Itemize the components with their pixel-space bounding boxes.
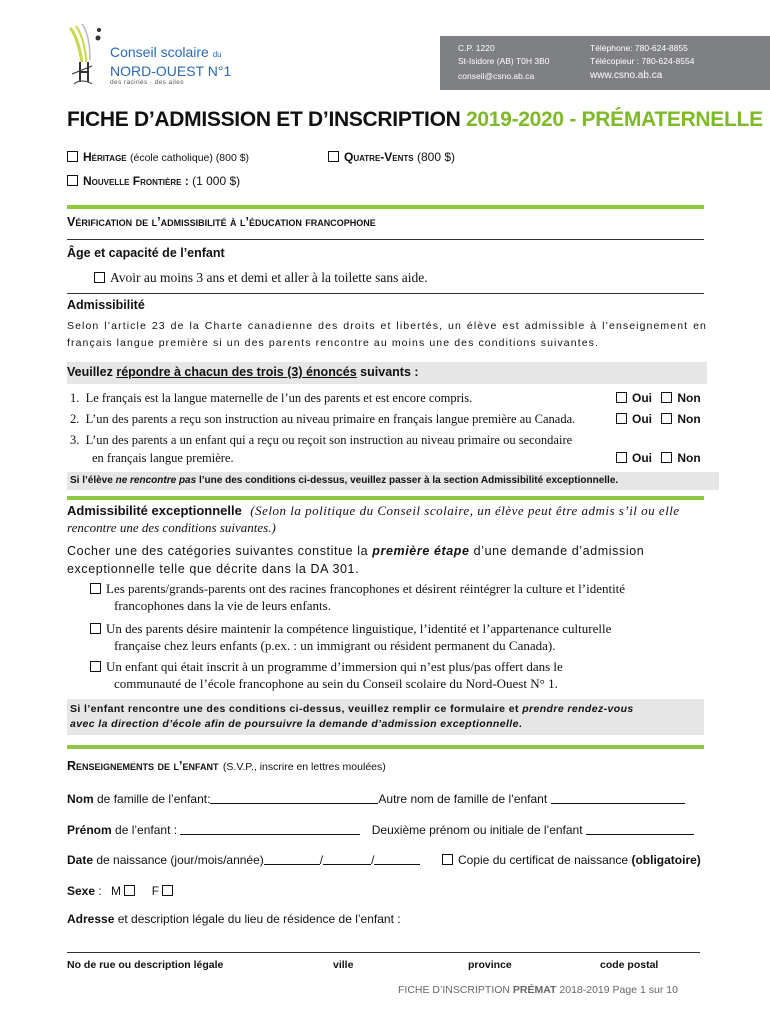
birth-cert-option[interactable]	[442, 853, 701, 867]
answer-2[interactable]	[616, 412, 701, 426]
org-tagline: des racines · des ailes	[110, 79, 184, 86]
address-row	[67, 912, 401, 926]
org-name-suffix: du	[212, 50, 222, 59]
footer-emph: PRÉMAT	[512, 984, 557, 996]
exceptional-note-cont: rencontre une des conditions suivantes.)	[67, 520, 276, 535]
oui-label: Oui	[632, 391, 652, 405]
surname-label-bold: Nom	[67, 792, 94, 806]
title-year: 2019-2020	[466, 108, 564, 131]
footer-suffix: 2018-2019 Page 1 sur 10	[556, 984, 678, 996]
question-text: L’un des parents a un enfant qui a reçu ou reçoit son instruction au niveau primaire ou secondaire	[85, 433, 573, 447]
school-name: Nouvelle Frontière :	[83, 174, 189, 188]
dob-day-field[interactable]	[264, 853, 320, 865]
phone: Téléphone: 780-624-8855	[590, 43, 688, 53]
fax: Télécopieur : 780-624-8554	[590, 56, 695, 66]
notice-prefix: Si l’élève	[70, 475, 116, 486]
checkbox[interactable]	[90, 623, 101, 634]
contact-bar	[440, 36, 770, 90]
divider	[67, 239, 704, 240]
non-label: Non	[677, 391, 701, 405]
divider	[67, 745, 704, 749]
postal-box: C.P. 1220	[458, 43, 495, 53]
question-num: 2.	[70, 412, 80, 426]
exceptional-option-3[interactable]	[90, 658, 652, 692]
footer-prefix: FICHE D’INSCRIPTION	[398, 984, 513, 996]
answer-1[interactable]	[616, 391, 701, 405]
org-name-line2: NORD-OUEST N°1	[110, 63, 232, 79]
notice-emph: prendre rendez-vous	[522, 703, 634, 715]
question-num: 3.	[70, 433, 80, 447]
address-label-bold: Adresse	[67, 912, 115, 926]
question-text: Le français est la langue maternelle de l’un des parents et est encore compris.	[85, 391, 473, 405]
firstname-label: de l’enfant :	[111, 823, 178, 837]
title-level: - PRÉMATERNELLE	[569, 108, 763, 131]
option-text: Un des parents désire maintenir la compétence linguistique, l’identité et l’appartenance culturelle	[106, 621, 612, 636]
school-detail: (1 000 $)	[192, 174, 241, 188]
oui-checkbox[interactable]	[616, 413, 627, 424]
divider	[67, 496, 704, 500]
option-text-cont: francophones dans la vie de leurs enfants.	[114, 598, 331, 613]
school-quatre-vents[interactable]	[328, 150, 455, 164]
surname-row	[67, 792, 685, 806]
dob-label-bold: Date	[67, 853, 94, 867]
option-text: Un enfant qui était inscrit à un programme d’immersion qui n’est plus/pas offert dans le	[106, 659, 563, 674]
exceptional-option-2[interactable]	[90, 620, 652, 654]
question-3	[70, 431, 630, 467]
notice-prefix: Si l’enfant rencontre une des conditions ci-dessus, veuillez remplir ce formulaire et	[70, 703, 523, 715]
oui-checkbox[interactable]	[616, 452, 627, 463]
surname-label: de famille de l’enfant:	[93, 792, 211, 806]
dob-month-field[interactable]	[323, 853, 371, 865]
checkbox[interactable]	[90, 583, 101, 594]
question-2	[70, 410, 630, 428]
firstname-field[interactable]	[180, 823, 360, 835]
non-checkbox[interactable]	[661, 413, 672, 424]
dob-separator: /	[319, 853, 324, 867]
verification-heading: Vérification de l’admissibilité à l’éducation francophone	[67, 215, 376, 229]
exceptional-heading: Admissibilité exceptionnelle	[67, 503, 242, 518]
non-label: Non	[677, 451, 701, 465]
school-name: Héritage	[83, 150, 127, 164]
notice-emph-cont: avec la direction d’école afin de poursuivre la demande d’admission exceptionnelle	[70, 718, 519, 730]
sex-colon: :	[95, 884, 102, 898]
divider	[67, 293, 704, 294]
question-text-cont: en français langue première.	[92, 451, 234, 465]
notice-italic: ne rencontre pas	[115, 475, 197, 486]
female-checkbox[interactable]	[162, 885, 173, 896]
non-checkbox[interactable]	[661, 452, 672, 463]
second-name-label: Deuxième prénom ou initiale de l’enfant	[371, 823, 583, 837]
non-checkbox[interactable]	[661, 392, 672, 403]
other-surname-label: Autre nom de famille de l’enfant	[378, 792, 548, 806]
answer-3[interactable]	[616, 451, 701, 465]
oui-checkbox[interactable]	[616, 392, 627, 403]
divider	[67, 205, 704, 209]
question-1	[70, 389, 615, 407]
exceptional-option-1[interactable]	[90, 580, 652, 614]
school-nouvelle-frontiere[interactable]	[67, 174, 240, 188]
dob-year-field[interactable]	[374, 853, 420, 865]
second-name-field[interactable]	[586, 823, 694, 835]
address-col-city: ville	[333, 959, 354, 971]
intro-line2: exceptionnelle telle que décrite dans la DA 301.	[67, 562, 360, 576]
address-col-province: province	[468, 959, 512, 971]
child-info-heading-block	[67, 757, 386, 775]
male-label: M	[111, 884, 122, 898]
sex-label: Sexe	[67, 884, 96, 898]
age-heading: Âge et capacité de l’enfant	[67, 246, 225, 260]
notice-suffix: .	[518, 718, 523, 730]
checkbox[interactable]	[328, 151, 339, 162]
instruction-prefix: Veuillez	[67, 365, 117, 379]
admissibility-heading: Admissibilité	[67, 298, 145, 312]
checkbox[interactable]	[90, 661, 101, 672]
age-condition[interactable]	[94, 270, 428, 286]
non-label: Non	[677, 412, 701, 426]
exceptional-note: (Selon la politique du Conseil scolaire, un élève peut être admis s’il ou elle	[250, 503, 680, 518]
intro-emph: première étape	[372, 544, 470, 558]
school-name: Quatre-Vents	[344, 150, 414, 164]
sex-row	[67, 884, 178, 898]
male-checkbox[interactable]	[124, 885, 135, 896]
address: St-Isidore (AB) T0H 3B0	[458, 56, 550, 66]
dob-label: de naissance (jour/mois/année)	[93, 853, 264, 867]
option-text-cont: française chez leurs enfants (p.ex. : un immigrant ou résident permanent du Canada).	[114, 638, 556, 653]
intro-suffix: d’une demande d’admission	[469, 544, 645, 558]
age-item: Avoir au moins 3 ans et demi et aller à la toilette sans aide.	[110, 270, 428, 285]
notice-suffix: l’une des conditions ci-dessus, veuillez passer à la section Admissibilité exceptionnelle.	[196, 475, 619, 486]
dob-separator: /	[371, 853, 375, 867]
exceptional-heading-block	[67, 502, 707, 536]
child-info-heading: Renseignements de l’enfant	[67, 759, 219, 773]
birth-cert-required: (obligatoire)	[631, 853, 701, 867]
oui-label: Oui	[632, 451, 652, 465]
exceptional-notice	[70, 702, 634, 732]
checkbox[interactable]	[67, 151, 78, 162]
school-heritage[interactable]	[67, 150, 249, 164]
address-field[interactable]	[67, 952, 700, 953]
checkbox[interactable]	[94, 272, 105, 283]
page-footer	[398, 984, 678, 996]
oui-label: Oui	[632, 412, 652, 426]
checkbox[interactable]	[442, 854, 453, 865]
exceptional-intro	[67, 542, 644, 578]
address-label: et description légale du lieu de résidence de l’enfant :	[114, 912, 401, 926]
org-name	[110, 44, 260, 86]
school-detail: (école catholique) (800 $)	[129, 152, 250, 164]
birth-cert-label: Copie du certificat de naissance	[458, 853, 629, 867]
instruction-underlined: répondre à chacun des trois (3) énoncés	[116, 365, 357, 379]
other-surname-field[interactable]	[551, 792, 685, 804]
question-text: L’un des parents a reçu son instruction au niveau primaire en français langue première au Canada.	[85, 412, 576, 426]
address-col-postal: code postal	[600, 959, 659, 971]
page-title	[67, 108, 763, 132]
exception-notice	[70, 475, 618, 486]
instruction	[67, 365, 419, 379]
question-num: 1.	[70, 391, 80, 405]
website-link[interactable]: www.csno.ab.ca	[590, 70, 663, 81]
surname-field[interactable]	[210, 792, 378, 804]
option-text: Les parents/grands-parents ont des racines francophones et désirent réintégrer la culture et l’identité	[106, 581, 626, 596]
female-label: F	[151, 884, 160, 898]
checkbox[interactable]	[67, 175, 78, 186]
title-main: FICHE D’ADMISSION ET D’INSCRIPTION	[67, 108, 461, 131]
firstname-row	[67, 823, 694, 837]
org-name-line1: Conseil scolaire	[110, 44, 209, 60]
email-link[interactable]: conseil@csno.ab.ca	[458, 71, 535, 81]
option-text-cont: communauté de l’école francophone au sein du Conseil scolaire du Nord-Ouest N° 1.	[114, 676, 558, 691]
firstname-label-bold: Prénom	[67, 823, 112, 837]
dob-row	[67, 853, 420, 867]
address-col-street: No de rue ou description légale	[67, 959, 224, 971]
school-detail: (800 $)	[416, 150, 456, 164]
instruction-suffix: suivants :	[356, 365, 419, 379]
intro-prefix: Cocher une des catégories suivantes constitue la	[67, 544, 373, 558]
child-info-note: (S.V.P., inscrire en lettres moulées)	[222, 761, 386, 773]
admissibility-text: Selon l’article 23 de la Charte canadienne des droits et libertés, un élève est admissible à l’enseignement en français langue première si un des parents rencontre au moins une des conditions suivantes.	[67, 320, 707, 349]
